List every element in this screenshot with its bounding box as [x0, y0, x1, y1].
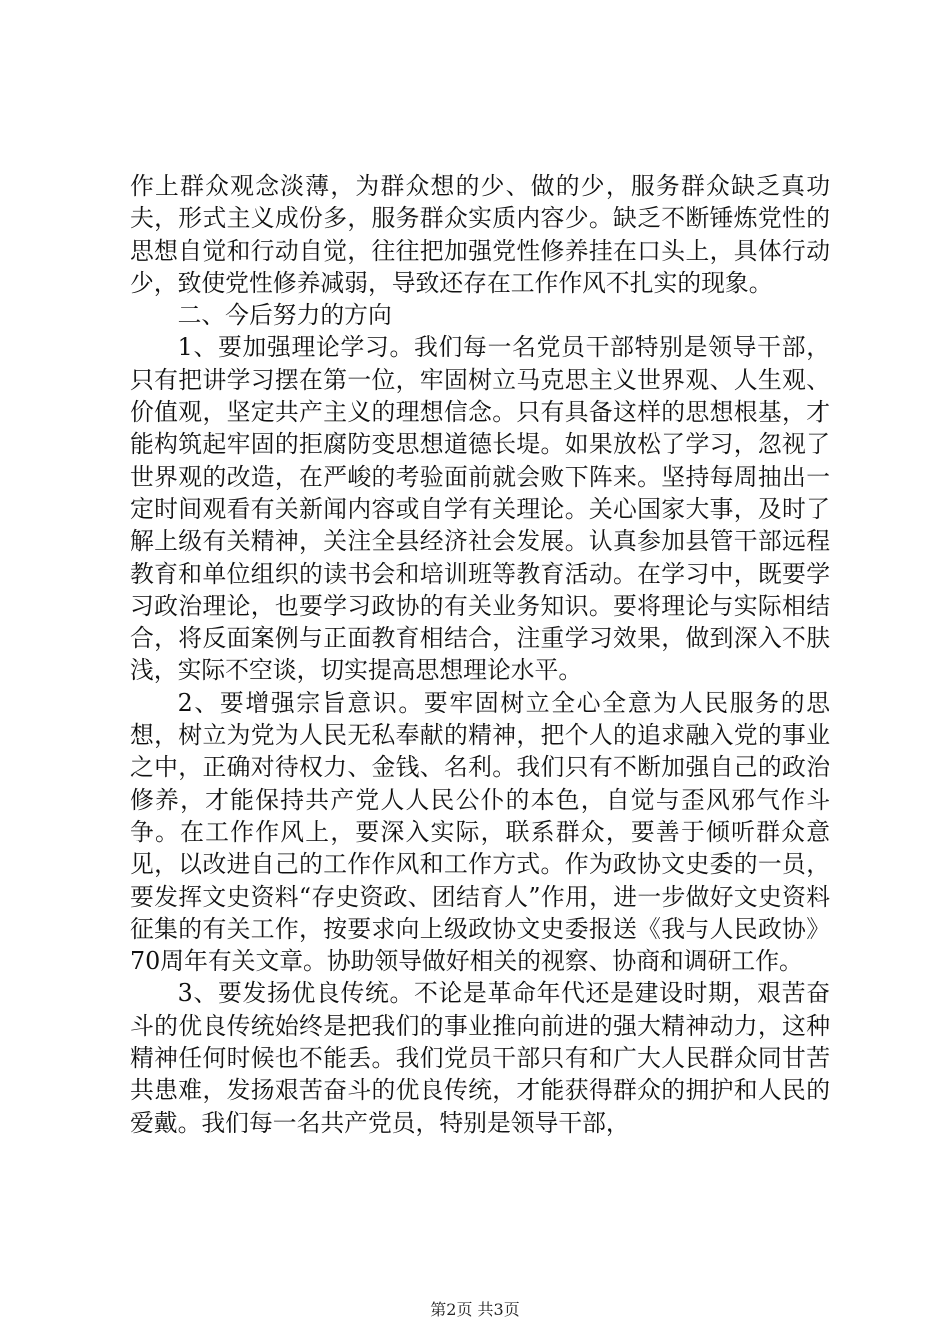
paragraph-purpose-awareness: 2、要增强宗旨意识。要牢固树立全心全意为人民服务的思想，树立为党为人民无私奉献的精神，把个人的追求融入党的事业之中，正确对待权力、金钱、名利。我们只有不断加强自己的政治修养，才能保持共产党人人民公仆的本色，自觉与歪风邪气作斗争。在工作作风上，要深入实际，联系群众，要善于倾听群众意见，以改进自己的工作作风和工作方式。作为政协文史委的一员，要发挥文史资料“存史资政、团结育人”作用，进一步做好文史资料征集的有关工作，按要求向上级政协文史委报送《我与人民政协》70周年有关文章。协助领导做好相关的视察、协商和调研工作。: [130, 688, 830, 976]
document-body: [130, 170, 830, 1139]
section-heading: 二、今后努力的方向: [177, 301, 392, 330]
paragraph-theory-study: 1、要加强理论学习。我们每一名党员干部特别是领导干部，只有把讲学习摆在第一位，牢固树立马克思主义世界观、人生观、价值观，坚定共产主义的理想信念。只有具备这样的思想根基，才能构筑起牢固的拒腐防变思想道德长堤。如果放松了学习，忽视了世界观的改造，在严峻的考验面前就会败下阵来。坚持每周抽出一定时间观看有关新闻内容或自学有关理论。关心国家大事，及时了解上级有关精神，关注全县经济社会发展。认真参加县管干部远程教育和单位组织的读书会和培训班等教育活动。在学习中，既要学习政治理论，也要学习政协的有关业务知识。要将理论与实际相结合，将反面案例与正面教育相结合，注重学习效果，做到深入不肤浅，实际不空谈，切实提高思想理论水平。: [130, 333, 830, 685]
page-number-label: 第2页 共3页: [430, 1300, 520, 1319]
paragraph-continuation: 作上群众观念淡薄，为群众想的少、做的少，服务群众缺乏真功夫，形式主义成份多，服务群众实质内容少。缺乏不断锤炼党性的思想自觉和行动自觉，往往把加强党性修养挂在口头上，具体行动少，致使党性修养减弱，导致还存在工作作风不扎实的现象。: [130, 172, 830, 297]
page-footer: [0, 1300, 950, 1320]
paragraph-fine-traditions: 3、要发扬优良传统。不论是革命年代还是建设时期，艰苦奋斗的优良传统始终是把我们的事业推向前进的强大精神动力，这种精神任何时候也不能丢。我们党员干部只有和广大人民群众同甘苦共患难，发扬艰苦奋斗的优良传统，才能获得群众的拥护和人民的爱戴。我们每一名共产党员，特别是领导干部，: [130, 979, 830, 1137]
